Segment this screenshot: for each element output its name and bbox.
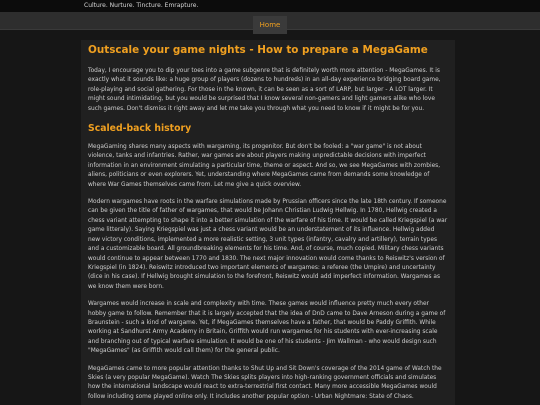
section-heading-history: Scaled-back history xyxy=(88,123,192,135)
article-title: Outscale your game nights - How to prepare a MegaGame xyxy=(88,44,428,56)
history-paragraph-2: Modern wargames have roots in the warfare simulations made by Prussian officers since the late 18th century. If someone can be given the title of father of wargames, that would be Johann Christian Ludwig Hellwig. In 1780, Hellwig created a chess variant attempting to shape it into a better simulation of the warfare of his time. It would be called Kriegspiel (a war game litteraly). Saying Kriegspiel was just a chess variant would be an understatement of its influence. Hellwig added new victory conditions, implemented a more realistic setting, 3 unit types (infantry, cavalry and artillery), terrain types and a customizable board. All groundbreaking elements for his time. And, of course, much copied. Military chess variants would continue to appear between 1770 and 1830. The next major innovation would come thanks to Reiswitz's version of Kriegspiel (in 1824). Reiswitz introduced two important elements of wargames: a referee (the Umpire) and uncertainty (dice in his case). If Hellwig brought simulation to the forefront, Reiswitz would add imperfect information. Wargames as we know them were born. xyxy=(88,199,448,290)
nav-home-link[interactable]: Home xyxy=(253,16,288,34)
article-intro-paragraph: Today, I encourage you to dip your toes into a game subgenre that is definitely worth more attention - MegaGames. It is exactly what it sounds like: a huge group of players (dozens to hundreds) in an all-day experience bridging board game, role-playing and social gathering. For those in the known, it can be seen as a sort of LARP, but larger - A LOT larger. It might sound intimidating, but you would be surprised that I know several non-gamers and light gamers alike who love such games. Don't dismiss it right away and let me take you through what you need to know if it might be for you. xyxy=(88,68,441,112)
history-paragraph-3: Wargames would increase in scale and complexity with time. These games would influence pretty much every other hobby game to follow. Remember that it is largely accepted that the idea of DnD came to Dave Arneson during a game of Braunstein - such a kind of wargame. Yet, if MegaGames themselves have a father, that would be Paddy Griffith. While working at Sandhurst Army Academy in Britain, Griffith would run wargames for his students with ever-increasing scale and branching out of typical warfare simulation. It would be one of his students - Jim Wallman - who would design such "MegaGames" (as Griffith would call them) for the general public. xyxy=(88,301,446,355)
main-navigation xyxy=(0,12,540,30)
history-paragraph-4: MegaGames came to more popular attention thanks to Shut Up and Sit Down's coverage of the 2014 game of Watch the Skies (a very popular MegaGame). Watch The Skies splits players into high-ranking government officials and simulates how the international landscape would react to extra-terrestrial first contact. Many more accessible MegaGames would follow including some played online only. It includes another popular option - Urban Nightmare: State of Chaos. xyxy=(88,365,442,400)
history-paragraph-1: MegaGaming shares many aspects with wargaming, its progenitor. But don't be fooled: a "war game" is not about violence, tanks and infantries. Rather, war games are about players making unpredictable decisions with imperfect information in an environment simulating a particular time, theme or aspect. And so, we see MegaGames with zombies, aliens, politicians or even explorers. Yet, understanding where MegaGames came from demands some knowledge of where War Games themselves came from. Let me give a quick overview. xyxy=(88,144,441,188)
site-tagline: Culture. Nurture. Tincture. Emrapture. xyxy=(0,0,540,12)
article-content xyxy=(81,40,455,405)
